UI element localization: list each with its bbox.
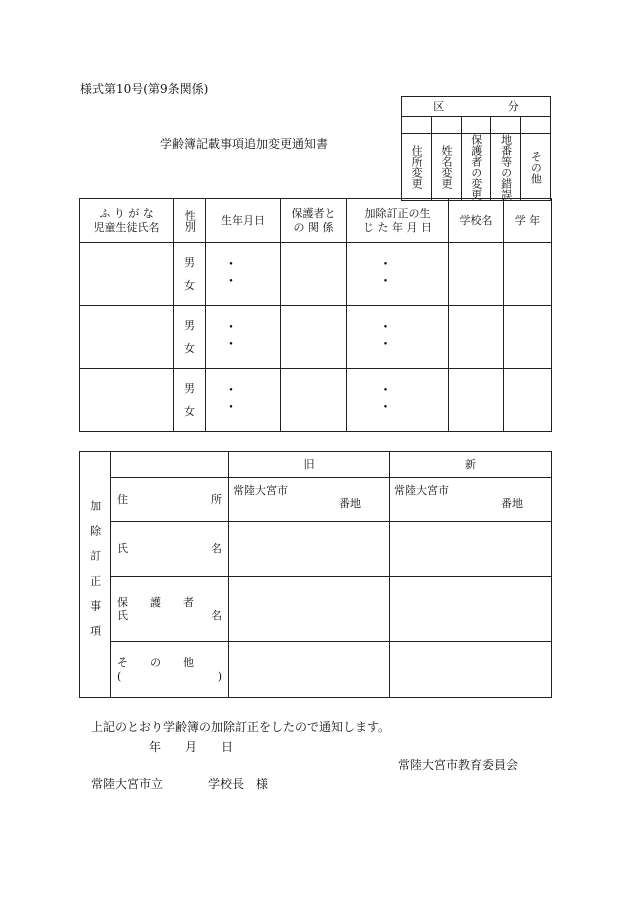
category-name-change[interactable]: 姓名変更 [431,134,461,201]
col-new: 新 [390,452,552,478]
gender-cell[interactable]: 男 女 [174,243,206,306]
category-header: 区 分 [402,97,551,117]
student-name-cell[interactable] [80,243,174,306]
category-guardian-change[interactable]: 保護者の変更 [461,134,491,201]
recipient-school: 常陸大宮市立 [91,777,164,791]
col-grade: 学 年 [504,199,552,243]
recipient-title: 学校長 様 [208,777,269,791]
student-table [79,198,552,432]
address-old-cell[interactable]: 常陸大宮市 番地 [229,478,390,522]
col-date: 加除訂正の生 じ た 年 月 日 [347,199,449,243]
school-cell[interactable] [449,306,504,369]
col-relation: 保護者と の 関 係 [281,199,347,243]
other-new-cell[interactable] [390,642,552,698]
notice-text: 上記のとおり学齢簿の加除訂正をしたので通知します。 [91,720,391,734]
school-cell[interactable] [449,243,504,306]
col-gender: 性別 [174,199,206,243]
category-address-change[interactable]: 住所変更 [402,134,432,201]
student-name-cell[interactable] [80,369,174,432]
category-lot-error[interactable]: 地番等の錯誤 [491,134,521,201]
birth-cell[interactable]: ・ ・ [206,306,281,369]
col-name: ふ り が な 児童生徒氏名 [80,199,174,243]
date-cell[interactable]: ・ ・ [347,243,449,306]
form-number: 様式第10号(第9条関係) [80,82,209,96]
grade-cell[interactable] [504,243,552,306]
gender-cell[interactable]: 男 女 [174,306,206,369]
address-label: 住 所 [111,478,229,522]
table-row [80,243,552,306]
col-school: 学校名 [449,199,504,243]
date-cell[interactable]: ・ ・ [347,306,449,369]
col-old: 旧 [229,452,390,478]
birth-cell[interactable]: ・ ・ [206,243,281,306]
col-birth: 生年月日 [206,199,281,243]
guardian-new-cell[interactable] [390,577,552,642]
change-table [79,451,552,698]
relation-cell[interactable] [281,243,347,306]
address-new-cell[interactable]: 常陸大宮市 番地 [390,478,552,522]
name-new-cell[interactable] [390,522,552,577]
issuer: 常陸大宮市教育委員会 [398,758,519,772]
table-row [80,369,552,432]
school-cell[interactable] [449,369,504,432]
gender-cell[interactable]: 男 女 [174,369,206,432]
student-name-cell[interactable] [80,306,174,369]
other-label: そ の 他 ( ) [111,642,229,698]
grade-cell[interactable] [504,369,552,432]
date-line: 年 月 日 [149,740,234,754]
other-old-cell[interactable] [229,642,390,698]
guardian-label: 保 護 者 氏 名 [111,577,229,642]
student-table-header [80,199,552,243]
relation-cell[interactable] [281,369,347,432]
name-old-cell[interactable] [229,522,390,577]
table-row [80,306,552,369]
grade-cell[interactable] [504,306,552,369]
date-cell[interactable]: ・ ・ [347,369,449,432]
birth-cell[interactable]: ・ ・ [206,369,281,432]
name-label: 氏 名 [111,522,229,577]
guardian-old-cell[interactable] [229,577,390,642]
relation-cell[interactable] [281,306,347,369]
category-box [401,96,551,201]
category-other[interactable]: その他 [521,134,551,201]
document-title: 学齢簿記載事項追加変更通知書 [160,137,329,151]
change-side-label: 加除訂正事項 [80,452,111,698]
